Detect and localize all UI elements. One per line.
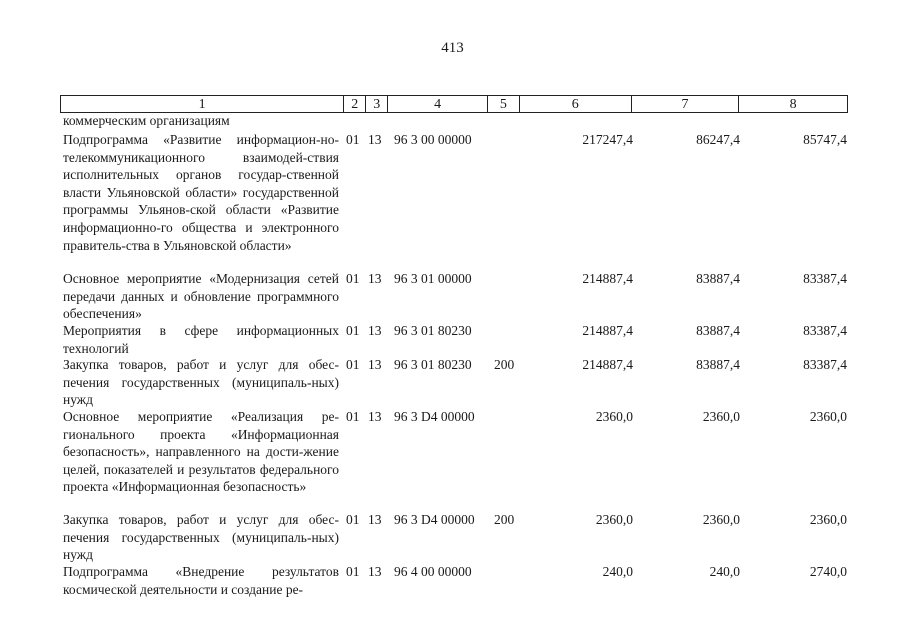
header-col-6: 6	[520, 96, 632, 112]
row-value-col6: 214887,4	[582, 357, 633, 372]
row-value-col8: 83387,4	[803, 357, 847, 372]
row-section: 01	[346, 409, 360, 424]
row-target-code: 96 3 D4 00000	[394, 409, 475, 424]
row-value-col6: 2360,0	[595, 409, 633, 424]
row-name: Подпрограмма «Развитие информацион-но-телекоммуникационного взаимодей-ствия исполнительных органов государ-ственной власти Ульяновской области» государственной программы Ульянов-ской области «Развитие информационно-го общества и электронного правитель-ства в Ульяновской области»	[63, 132, 339, 253]
row-section: 01	[346, 512, 360, 527]
row-value-col8: 85747,4	[803, 132, 847, 147]
table-column-header	[60, 95, 848, 113]
row-value-col7: 83887,4	[696, 271, 740, 286]
row-subsection: 13	[368, 271, 382, 286]
row-section: 01	[346, 271, 360, 286]
row-value-col8: 83387,4	[803, 271, 847, 286]
row-value-col8: 2360,0	[809, 512, 847, 527]
row-target-code: 96 3 01 80230	[394, 357, 472, 372]
header-col-7: 7	[632, 96, 740, 112]
row-value-col7: 240,0	[709, 564, 740, 579]
header-col-2: 2	[344, 96, 366, 112]
header-col-5: 5	[488, 96, 520, 112]
row-section: 01	[346, 564, 360, 579]
row-name: Подпрограмма «Внедрение результатов космической деятельности и создание ре-	[63, 564, 339, 597]
row-value-col6: 217247,4	[582, 132, 633, 147]
row-section: 01	[346, 323, 360, 338]
row-section: 01	[346, 132, 360, 147]
header-col-3: 3	[366, 96, 388, 112]
row-name: Основное мероприятие «Реализация ре-гионального проекта «Информационная безопасность», направленного на дости-жение целей, показателей и результатов федерального проекта «Информационная безопасность»	[63, 409, 339, 495]
row-value-col8: 83387,4	[803, 323, 847, 338]
row-target-code: 96 3 D4 00000	[394, 512, 475, 527]
row-name: коммерческим организациям	[63, 113, 230, 128]
row-value-col6: 240,0	[602, 564, 633, 579]
row-value-col7: 83887,4	[696, 357, 740, 372]
row-subsection: 13	[368, 357, 382, 372]
row-target-code: 96 3 00 00000	[394, 132, 472, 147]
row-value-col7: 86247,4	[696, 132, 740, 147]
row-subsection: 13	[368, 132, 382, 147]
header-col-8: 8	[789, 97, 797, 112]
row-target-code: 96 3 01 80230	[394, 323, 472, 338]
row-value-col8: 2740,0	[809, 564, 847, 579]
row-target-code: 96 3 01 00000	[394, 271, 472, 286]
page-number: 413	[441, 40, 464, 56]
row-subsection: 13	[368, 564, 382, 579]
row-value-col7: 83887,4	[696, 323, 740, 338]
row-value-col7: 2360,0	[702, 512, 740, 527]
row-name: Основное мероприятие «Модернизация сетей передачи данных и обновление программного обеспечения»	[63, 271, 339, 322]
row-name: Закупка товаров, работ и услуг для обес-печения государственных (муниципаль-ных) нужд	[63, 357, 339, 408]
row-expense-type: 200	[494, 357, 515, 372]
row-name: Закупка товаров, работ и услуг для обес-печения государственных (муниципаль-ных) нужд	[63, 512, 339, 563]
header-col-4: 4	[388, 96, 488, 112]
row-name: Мероприятия в сфере информационных технологий	[63, 323, 339, 356]
row-subsection: 13	[368, 409, 382, 424]
row-value-col7: 2360,0	[702, 409, 740, 424]
row-value-col8: 2360,0	[809, 409, 847, 424]
row-subsection: 13	[368, 323, 382, 338]
row-expense-type: 200	[494, 512, 515, 527]
header-col-1: 1	[61, 96, 344, 112]
row-value-col6: 2360,0	[595, 512, 633, 527]
row-target-code: 96 4 00 00000	[394, 564, 472, 579]
row-subsection: 13	[368, 512, 382, 527]
row-value-col6: 214887,4	[582, 271, 633, 286]
row-value-col6: 214887,4	[582, 323, 633, 338]
row-section: 01	[346, 357, 360, 372]
